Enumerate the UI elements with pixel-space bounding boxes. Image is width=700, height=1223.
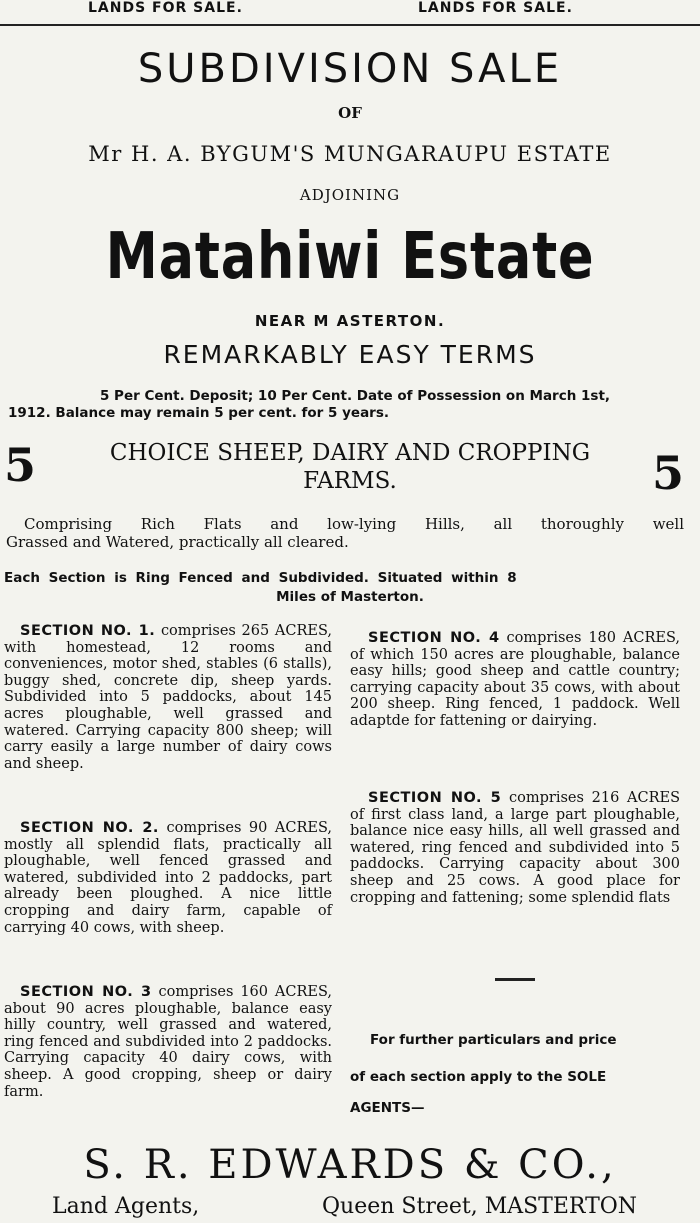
terms-line-2: 1912. Balance may remain 5 per cent. for 5 years. <box>8 405 390 421</box>
terms-heading: REMARKABLY EASY TERMS <box>163 340 537 369</box>
section-2-heading: SECTION NO. 2. <box>20 820 159 836</box>
further-line-1: For further particulars and price <box>370 1032 617 1048</box>
header-left: LANDS FOR SALE. <box>88 0 243 16</box>
section-3-heading: SECTION NO. 3 <box>20 984 152 1000</box>
section-1-text: comprises 265 ACRES, with homestead, 12 rooms and conveniences, motor shed, stables (6 stalls), buggy shed, concrete dip, sheep yards. Subdivided into 5 paddocks, about 145 acres ploughable, well grassed and watered. Carrying capacity 800 sheep; will carry easily a large number of dairy cows and sheep. <box>4 623 332 772</box>
section-5 <box>350 790 680 906</box>
farms-line-1: CHOICE SHEEP, DAIRY AND CROPPING <box>109 440 591 466</box>
farms-number-left: 5 <box>4 438 37 492</box>
farms-number-right: 5 <box>652 446 685 500</box>
estate-name: Matahiwi Estate <box>105 220 595 294</box>
further-line-3: AGENTS— <box>350 1100 425 1116</box>
fence-line-1: Each Section is Ring Fenced and Subdivided. Situated within 8 <box>4 570 517 586</box>
farms-line-2: FARMS. <box>303 468 397 494</box>
intro-line-1: Comprising Rich Flats and low-lying Hills, all thoroughly well <box>24 515 684 533</box>
section-3 <box>4 984 332 1100</box>
section-4-text: comprises 180 ACRES, of which 150 acres are ploughable, balance easy hills; good sheep and cattle country; carrying capacity about 35 cows, with about 200 sheep. Ring fenced, 1 paddock. Well adaptde for fattening or dairying. <box>350 630 680 729</box>
section-1 <box>4 623 332 772</box>
section-2 <box>4 820 332 936</box>
section-2-text: comprises 90 ACRES, mostly all splendid flats, practically all ploughable, well fenced grassed and watered, subdivided into 2 paddocks, part already been ploughed. A nice little cropping and dairy farm, capable of carrying 40 cows, with sheep. <box>4 820 332 936</box>
header-rule <box>0 24 700 26</box>
further-line-2: of each section apply to the SOLE <box>350 1069 607 1085</box>
title-of: OF <box>338 104 362 122</box>
section-4-heading: SECTION NO. 4 <box>368 630 500 646</box>
header-right: LANDS FOR SALE. <box>418 0 573 16</box>
separator-dash <box>495 978 535 981</box>
section-3-text: comprises 160 ACRES, about 90 acres ploughable, balance easy hilly country, well grassed and watered, ring fenced and subdivided into 2 paddocks. Carrying capacity 40 dairy cows, with sheep. A good cropping, sheep or dairy farm. <box>4 984 332 1100</box>
agent-role: Land Agents, <box>52 1194 200 1219</box>
agent-address: Queen Street, MASTERTON <box>322 1194 638 1219</box>
section-5-text: comprises 216 ACRES of first class land, a large part ploughable, balance nice easy hills, all well grassed and watered, ring fenced and subdivided into 5 paddocks. Carrying capacity about 300 sheep and 25 cows. A good place for cropping and fattening; some splendid flats <box>350 790 681 906</box>
terms-line-1: 5 Per Cent. Deposit; 10 Per Cent. Date of Possession on March 1st, <box>99 388 611 404</box>
section-1-heading: SECTION NO. 1. <box>20 623 156 639</box>
main-title: SUBDIVISION SALE <box>137 46 563 92</box>
agent-name: S. R. EDWARDS & CO., <box>83 1142 617 1188</box>
section-5-heading: SECTION NO. 5 <box>368 790 502 806</box>
fence-line-2: Miles of Masterton. <box>276 589 424 605</box>
intro-line-2: Grassed and Watered, practically all cleared. <box>6 533 349 551</box>
near-masterton: NEAR M ASTERTON. <box>254 312 446 330</box>
section-4 <box>350 630 680 730</box>
owner-line: Mr H. A. BYGUM'S MUNGARAUPU ESTATE <box>88 142 612 166</box>
adjoining: ADJOINING <box>299 186 401 204</box>
